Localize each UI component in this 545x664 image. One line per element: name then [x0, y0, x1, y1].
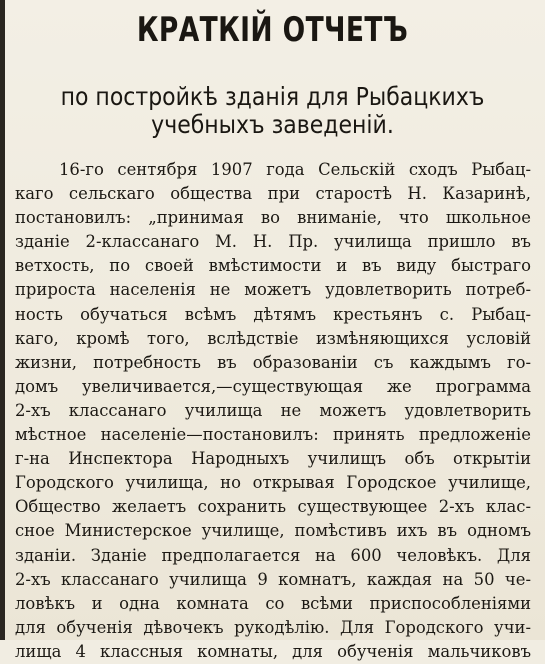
body-line: мѣстное населеніе—постановилъ: принять предложеніе	[15, 425, 531, 445]
body-line: 2-хъ классанаго училища не можетъ удовлетворить	[15, 400, 531, 420]
document-subtitle-line-2: учебныхъ заведеній.	[151, 110, 394, 139]
body-line: прироста населенія не можетъ удовлетворить потреб-	[15, 280, 531, 300]
body-line: каго сельскаго общества при старостѣ Н. Казаринѣ,	[15, 184, 531, 204]
body-line: каго, кромѣ того, вслѣдствіе измѣняющихся условій	[15, 328, 531, 348]
body-line: Городского училища, но открывая Городское училище,	[15, 473, 531, 493]
body-line: ность обучаться всѣмъ дѣтямъ крестьянъ с. Рыбац-	[15, 304, 531, 324]
body-line: для обученія дѣвочекъ рукодѣлію. Для Городского учи-	[15, 617, 531, 637]
body-line: зданіи. Зданіе предполагается на 600 человѣкъ. Для	[15, 545, 531, 565]
body-line: жизни, потребность въ образованіи съ каждымъ го-	[15, 352, 531, 372]
body-line: 16-го сентября 1907 года Сельскій сходъ Рыбац-	[59, 160, 531, 179]
body-line: ветхость, по своей вмѣстимости и въ виду быстраго	[15, 256, 531, 276]
scan-edge	[0, 0, 5, 640]
body-line: лища 4 классныя комнаты, для обученія мальчиковъ	[15, 641, 531, 661]
document-title: КРАТКІЙ ОТЧЕТЪ	[136, 10, 409, 50]
body-line: Общество желаетъ сохранить существующее 2-хъ клас-	[15, 497, 531, 517]
document-body	[15, 158, 531, 664]
body-line: ловѣкъ и одна комната со всѣми приспособленіями	[15, 593, 531, 613]
document-subtitle-line-1: по постройкѣ зданія для Рыбацкихъ	[60, 82, 485, 111]
body-line: 2-хъ классанаго училища 9 комнатъ, каждая на 50 че-	[15, 569, 531, 589]
body-line: г-на Инспектора Народныхъ училищъ объ открытіи	[15, 449, 531, 469]
body-line: зданіе 2-классанаго М. Н. Пр. училища пришло въ	[15, 232, 531, 252]
body-line: постановилъ: „принимая во вниманіе, что школьное	[15, 208, 531, 228]
body-line: домъ увеличивается,—существующая же программа	[15, 376, 531, 396]
body-line: сное Министерское училище, помѣстивъ ихъ въ одномъ	[15, 521, 531, 541]
